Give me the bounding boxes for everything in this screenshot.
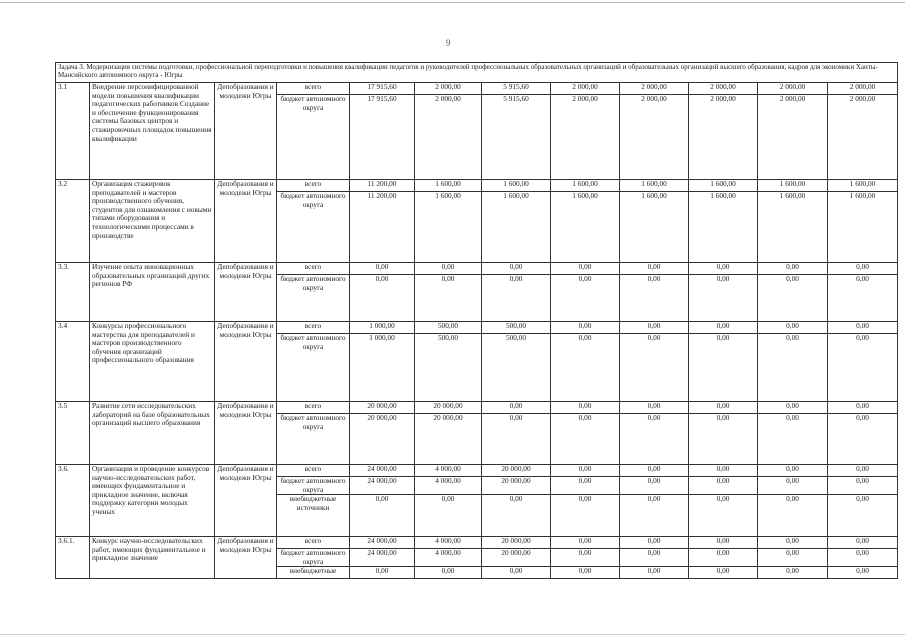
amount-cell: 2 000,00 <box>551 83 620 95</box>
table-row <box>56 263 898 275</box>
amount-cell: 0,00 <box>828 322 898 334</box>
funding-source: бюджет автономного округа <box>277 95 350 180</box>
row-number: 3.6. <box>56 465 90 537</box>
amount-cell: 17 915,60 <box>350 83 415 95</box>
amount-cell: 1 000,00 <box>350 334 415 402</box>
funding-source: всего <box>277 537 350 549</box>
row-number: 3.1 <box>56 83 90 180</box>
executor: Депобразования и молодежи Югры <box>215 465 277 537</box>
funding-source: бюджет автономного округа <box>277 477 350 495</box>
amount-cell: 0,00 <box>620 334 689 402</box>
amount-cell: 0,00 <box>620 263 689 275</box>
funding-source: внебюджетные источники <box>277 495 350 537</box>
amount-cell: 0,00 <box>620 477 689 495</box>
amount-cell: 1 600,00 <box>828 180 898 192</box>
amount-cell: 11 200,00 <box>350 180 415 192</box>
amount-cell: 0,00 <box>689 537 758 549</box>
amount-cell: 0,00 <box>551 495 620 537</box>
amount-cell: 4 000,00 <box>415 465 482 477</box>
activity-name: Конкурс научно-исследовательских работ, имеющих фундаментальное и прикладное значение <box>90 537 215 579</box>
page-number: 9 <box>446 38 451 48</box>
amount-cell: 0,00 <box>350 275 415 322</box>
amount-cell: 2 000,00 <box>620 95 689 180</box>
amount-cell: 0,00 <box>482 263 551 275</box>
amount-cell: 1 600,00 <box>689 180 758 192</box>
amount-cell: 0,00 <box>689 567 758 579</box>
amount-cell: 4 000,00 <box>415 537 482 549</box>
amount-cell: 0,00 <box>551 263 620 275</box>
amount-cell: 0,00 <box>551 537 620 549</box>
amount-cell: 0,00 <box>828 567 898 579</box>
amount-cell: 0,00 <box>689 275 758 322</box>
amount-cell: 2 000,00 <box>415 95 482 180</box>
amount-cell: 2 000,00 <box>758 83 828 95</box>
task-header-row <box>56 63 898 83</box>
executor: Депобразования и молодежи Югры <box>215 537 277 579</box>
amount-cell: 0,00 <box>551 414 620 465</box>
amount-cell: 2 000,00 <box>415 83 482 95</box>
amount-cell: 0,00 <box>758 549 828 567</box>
amount-cell: 20 000,00 <box>350 414 415 465</box>
amount-cell: 2 000,00 <box>758 95 828 180</box>
amount-cell: 0,00 <box>758 414 828 465</box>
amount-cell: 0,00 <box>551 567 620 579</box>
amount-cell: 0,00 <box>415 263 482 275</box>
amount-cell: 0,00 <box>689 402 758 414</box>
table-row <box>56 402 898 414</box>
amount-cell: 0,00 <box>689 549 758 567</box>
amount-cell: 0,00 <box>828 495 898 537</box>
amount-cell: 0,00 <box>689 263 758 275</box>
executor: Депобразования и молодежи Югры <box>215 83 277 180</box>
amount-cell: 0,00 <box>758 495 828 537</box>
amount-cell: 1 600,00 <box>620 192 689 263</box>
scan-edge-top <box>0 2 905 3</box>
amount-cell: 1 600,00 <box>689 192 758 263</box>
amount-cell: 0,00 <box>620 275 689 322</box>
amount-cell: 0,00 <box>620 465 689 477</box>
amount-cell: 0,00 <box>828 263 898 275</box>
executor: Депобразования и молодежи Югры <box>215 322 277 402</box>
amount-cell: 20 000,00 <box>415 402 482 414</box>
amount-cell: 0,00 <box>551 402 620 414</box>
amount-cell: 0,00 <box>758 537 828 549</box>
funding-source: внебюджетные <box>277 567 350 579</box>
amount-cell: 1 600,00 <box>758 192 828 263</box>
activity-name: Конкурсы профессионального мастерства для преподавателей и мастеров производственного обучения организаций профессионального образования <box>90 322 215 402</box>
amount-cell: 0,00 <box>758 322 828 334</box>
amount-cell: 0,00 <box>689 495 758 537</box>
amount-cell: 4 000,00 <box>415 477 482 495</box>
activity-name: Изучение опыта инновационных образовательных организаций других регионов РФ <box>90 263 215 322</box>
funding-source: всего <box>277 263 350 275</box>
amount-cell: 1 600,00 <box>415 180 482 192</box>
table-row <box>56 180 898 192</box>
amount-cell: 1 600,00 <box>415 192 482 263</box>
amount-cell: 0,00 <box>758 567 828 579</box>
amount-cell: 0,00 <box>689 477 758 495</box>
program-table <box>55 62 898 579</box>
amount-cell: 0,00 <box>620 414 689 465</box>
activity-name: Внедрение персонифицированной модели повышения квалификации педагогических работников Создание и обеспечение функционирования системы базовых центров и стажировочных площадок повышения квалификации <box>90 83 215 180</box>
amount-cell: 0,00 <box>689 414 758 465</box>
amount-cell: 4 000,00 <box>415 549 482 567</box>
amount-cell: 0,00 <box>689 322 758 334</box>
amount-cell: 0,00 <box>758 477 828 495</box>
amount-cell: 0,00 <box>620 567 689 579</box>
table-row <box>56 83 898 95</box>
amount-cell: 0,00 <box>350 495 415 537</box>
amount-cell: 24 000,00 <box>350 477 415 495</box>
amount-cell: 0,00 <box>828 537 898 549</box>
amount-cell: 24 000,00 <box>350 465 415 477</box>
amount-cell: 0,00 <box>551 477 620 495</box>
amount-cell: 0,00 <box>482 495 551 537</box>
amount-cell: 2 000,00 <box>828 83 898 95</box>
amount-cell: 0,00 <box>758 275 828 322</box>
amount-cell: 17 915,60 <box>350 95 415 180</box>
amount-cell: 0,00 <box>689 465 758 477</box>
amount-cell: 24 000,00 <box>350 537 415 549</box>
row-number: 3.6.1. <box>56 537 90 579</box>
amount-cell: 0,00 <box>758 334 828 402</box>
funding-source: всего <box>277 180 350 192</box>
amount-cell: 0,00 <box>551 465 620 477</box>
table-row <box>56 465 898 477</box>
amount-cell: 20 000,00 <box>482 477 551 495</box>
amount-cell: 11 200,00 <box>350 192 415 263</box>
amount-cell: 0,00 <box>620 537 689 549</box>
amount-cell: 1 600,00 <box>482 180 551 192</box>
amount-cell: 2 000,00 <box>620 83 689 95</box>
amount-cell: 0,00 <box>620 495 689 537</box>
funding-source: всего <box>277 322 350 334</box>
row-number: 3.4 <box>56 322 90 402</box>
amount-cell: 0,00 <box>620 402 689 414</box>
amount-cell: 24 000,00 <box>350 549 415 567</box>
amount-cell: 0,00 <box>758 465 828 477</box>
amount-cell: 5 915,60 <box>482 95 551 180</box>
amount-cell: 0,00 <box>828 549 898 567</box>
amount-cell: 5 915,60 <box>482 83 551 95</box>
amount-cell: 1 000,00 <box>350 322 415 334</box>
amount-cell: 0,00 <box>415 495 482 537</box>
executor: Депобразования и молодежи Югры <box>215 180 277 263</box>
funding-source: бюджет автономного округа <box>277 334 350 402</box>
amount-cell: 0,00 <box>828 275 898 322</box>
table-body <box>56 63 898 579</box>
funding-source: бюджет автономного округа <box>277 414 350 465</box>
table-row <box>56 537 898 549</box>
amount-cell: 20 000,00 <box>482 465 551 477</box>
task-header: Задача 3. Модернизация системы подготовки, профессиональной переподготовки и повышения квалификации педагогов и руководителей профессиональных образовательных организаций и образовательных организаций высшего образования, кадров для экономики Ханты-Мансийского автономного округа - Югры <box>56 63 898 83</box>
row-number: 3.5 <box>56 402 90 465</box>
activity-name: Организация и проведение конкурсов научно-исследовательских работ, имеющих фундаментальное и прикладное значение, включая поддержку категории молодых ученых <box>90 465 215 537</box>
amount-cell: 20 000,00 <box>350 402 415 414</box>
amount-cell: 0,00 <box>620 322 689 334</box>
row-number: 3.3. <box>56 263 90 322</box>
amount-cell: 20 000,00 <box>482 549 551 567</box>
amount-cell: 0,00 <box>551 334 620 402</box>
amount-cell: 0,00 <box>551 322 620 334</box>
activity-name: Организация стажировок преподавателей и мастеров производственного обучения, студентов для ознакомления с новыми типами оборудования и технологическими процессами в производстве <box>90 180 215 263</box>
amount-cell: 500,00 <box>482 334 551 402</box>
executor: Депобразования и молодежи Югры <box>215 263 277 322</box>
amount-cell: 1 600,00 <box>620 180 689 192</box>
amount-cell: 1 600,00 <box>551 180 620 192</box>
funding-source: всего <box>277 402 350 414</box>
amount-cell: 1 600,00 <box>758 180 828 192</box>
amount-cell: 0,00 <box>828 414 898 465</box>
amount-cell: 2 000,00 <box>689 83 758 95</box>
amount-cell: 0,00 <box>828 465 898 477</box>
amount-cell: 0,00 <box>415 567 482 579</box>
funding-source: всего <box>277 465 350 477</box>
amount-cell: 0,00 <box>828 477 898 495</box>
amount-cell: 0,00 <box>350 567 415 579</box>
amount-cell: 0,00 <box>551 549 620 567</box>
amount-cell: 1 600,00 <box>482 192 551 263</box>
amount-cell: 20 000,00 <box>415 414 482 465</box>
funding-source: бюджет автономного округа <box>277 192 350 263</box>
amount-cell: 0,00 <box>482 414 551 465</box>
activity-name: Развитие сети исследовательских лабораторий на базе образовательных организаций высшего образования <box>90 402 215 465</box>
amount-cell: 500,00 <box>415 334 482 402</box>
funding-source: бюджет автономного округа <box>277 275 350 322</box>
amount-cell: 0,00 <box>689 334 758 402</box>
table-row <box>56 322 898 334</box>
amount-cell: 0,00 <box>828 334 898 402</box>
amount-cell: 0,00 <box>620 549 689 567</box>
amount-cell: 0,00 <box>828 402 898 414</box>
amount-cell: 1 600,00 <box>551 192 620 263</box>
amount-cell: 0,00 <box>482 275 551 322</box>
amount-cell: 1 600,00 <box>828 192 898 263</box>
amount-cell: 0,00 <box>415 275 482 322</box>
amount-cell: 0,00 <box>758 402 828 414</box>
amount-cell: 2 000,00 <box>689 95 758 180</box>
amount-cell: 20 000,00 <box>482 537 551 549</box>
amount-cell: 500,00 <box>482 322 551 334</box>
amount-cell: 0,00 <box>551 275 620 322</box>
amount-cell: 0,00 <box>482 402 551 414</box>
amount-cell: 2 000,00 <box>551 95 620 180</box>
amount-cell: 500,00 <box>415 322 482 334</box>
amount-cell: 0,00 <box>482 567 551 579</box>
row-number: 3.2 <box>56 180 90 263</box>
executor: Депобразования и молодежи Югры <box>215 402 277 465</box>
amount-cell: 2 000,00 <box>828 95 898 180</box>
amount-cell: 0,00 <box>350 263 415 275</box>
funding-source: всего <box>277 83 350 95</box>
funding-source: бюджет автономного округа <box>277 549 350 567</box>
amount-cell: 0,00 <box>758 263 828 275</box>
scan-edge-bottom <box>0 634 905 635</box>
